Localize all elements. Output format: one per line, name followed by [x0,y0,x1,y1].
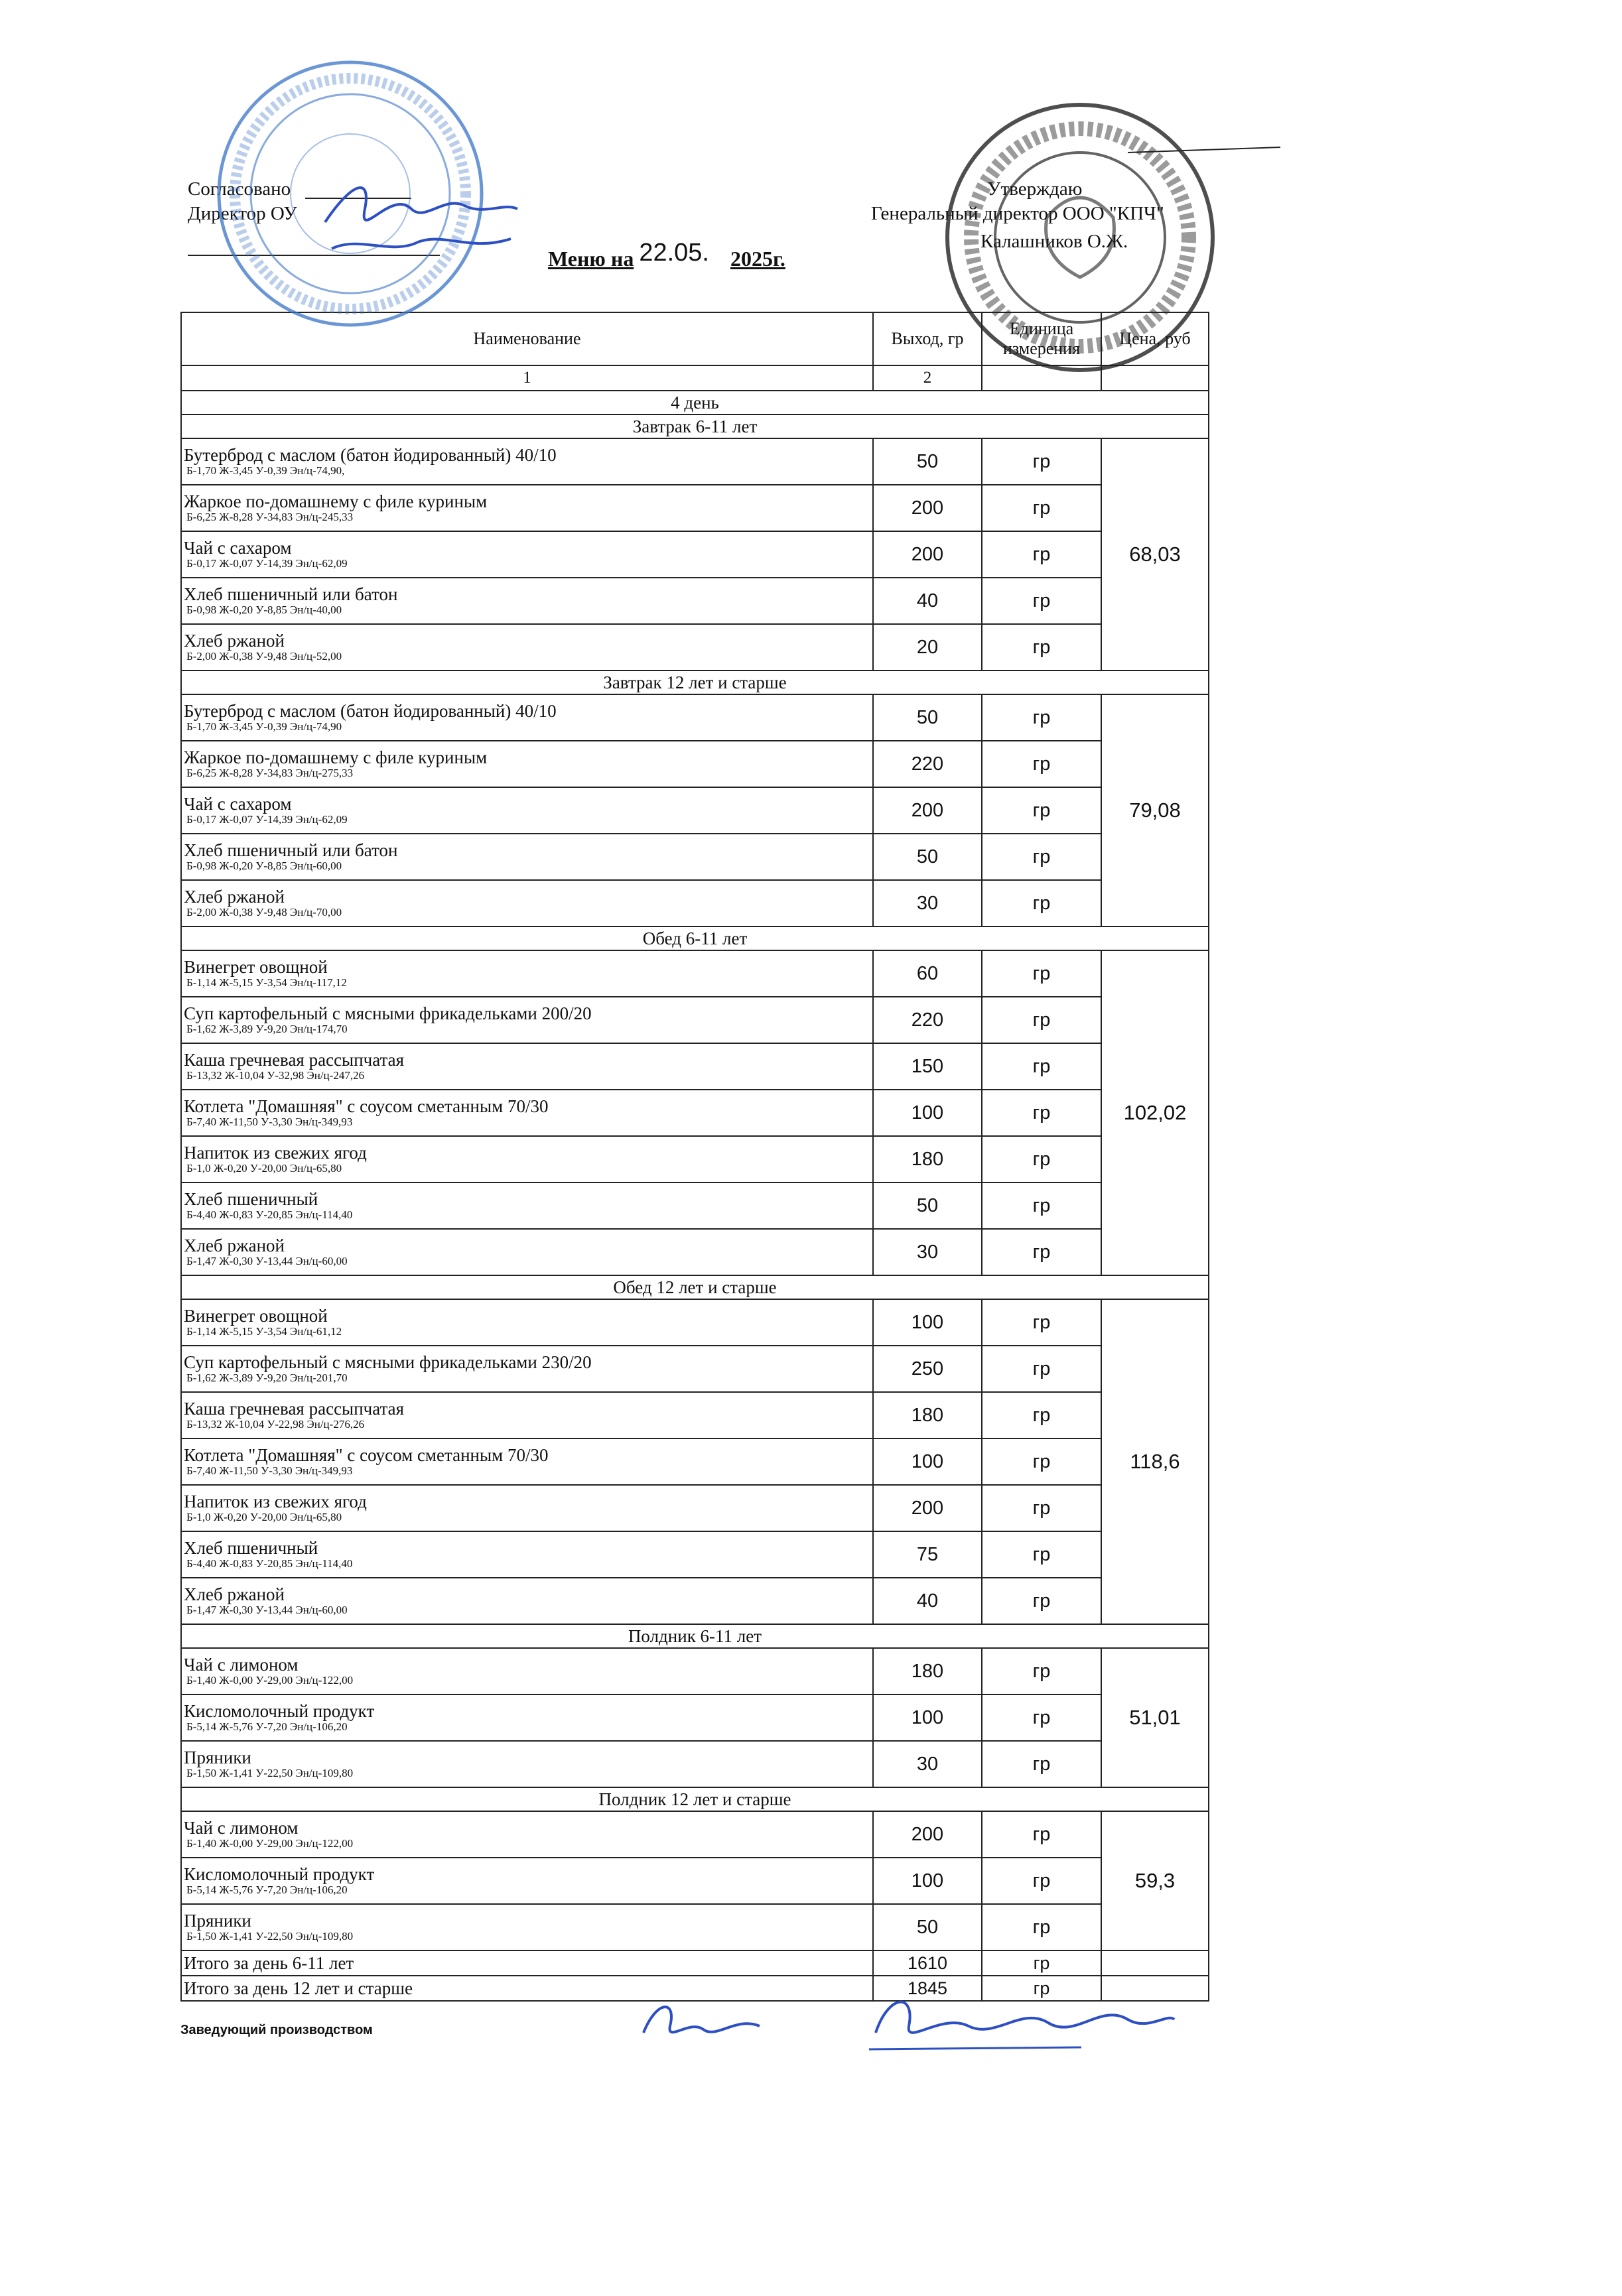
manager-signature-2 [862,1986,1181,2059]
unit-cell: гр [982,694,1101,741]
page-title [548,239,785,273]
dish-nutrition: Б-6,25 Ж-8,28 У-34,83 Эн/ц-275,33 [186,767,354,779]
gen-dir-label: Генеральный директор ООО "КПЧ" [871,203,1164,224]
dish-nutrition: Б-13,32 Ж-10,04 У-22,98 Эн/ц-276,26 [186,1418,365,1431]
dish-cell [181,880,873,926]
output-cell: 200 [873,1485,982,1531]
dish-nutrition: Б-5,14 Ж-5,76 У-7,20 Эн/ц-106,20 [186,1883,348,1896]
dish-nutrition: Б-1,50 Ж-1,41 У-22,50 Эн/ц-109,80 [186,1767,354,1779]
price-cell: 51,01 [1101,1648,1209,1787]
section-title: Завтрак 6-11 лет [181,415,1209,438]
dish-nutrition: Б-1,50 Ж-1,41 У-22,50 Эн/ц-109,80 [186,1930,354,1943]
unit-cell: гр [982,1090,1101,1136]
output-cell: 30 [873,1229,982,1275]
dish-cell [181,1090,873,1136]
output-cell: 40 [873,1578,982,1624]
dish-cell [181,1136,873,1182]
dish-cell [181,1043,873,1090]
dish-cell [181,1904,873,1950]
section-row [181,1624,1209,1648]
title-year: 2025г. [730,247,785,271]
unit-cell: гр [982,1438,1101,1485]
title-prefix: Меню на [548,247,634,271]
col-header-name: Наименование [181,312,873,365]
unit-cell: гр [982,997,1101,1043]
table-row [181,1694,1209,1741]
output-cell: 200 [873,531,982,578]
manager-label: Заведующий производством [180,2023,373,2037]
day-label: 4 день [181,391,1209,415]
output-cell: 200 [873,787,982,834]
dish-nutrition: Б-13,32 Ж-10,04 У-32,98 Эн/ц-247,26 [186,1069,365,1082]
total-output: 1610 [873,1950,982,1976]
output-cell: 60 [873,950,982,997]
col-number-1: 1 [181,365,873,391]
dish-nutrition: Б-4,40 Ж-0,83 У-20,85 Эн/ц-114,40 [186,1557,353,1570]
dish-name: Напиток из свежих ягод [184,1492,367,1511]
total-price [1101,1950,1209,1976]
dish-nutrition: Б-2,00 Ж-0,38 У-9,48 Эн/ц-70,00 [186,906,342,919]
col-number-2: 2 [873,365,982,391]
dish-cell [181,1346,873,1392]
output-cell: 30 [873,880,982,926]
unit-cell: гр [982,1229,1101,1275]
total-unit: гр [982,1976,1101,2001]
section-title: Завтрак 12 лет и старше [181,670,1209,694]
dish-cell [181,1858,873,1904]
unit-cell: гр [982,741,1101,787]
output-cell: 180 [873,1136,982,1182]
dish-name: Хлеб пшеничный или батон [184,584,398,604]
section-title: Обед 6-11 лет [181,926,1209,950]
dish-nutrition: Б-7,40 Ж-11,50 У-3,30 Эн/ц-349,93 [186,1116,353,1128]
unit-cell: гр [982,1694,1101,1741]
price-cell: 79,08 [1101,694,1209,926]
price-cell: 59,3 [1101,1811,1209,1950]
col-header-price: Цена, руб [1101,312,1209,365]
table-row [181,1485,1209,1531]
dish-cell [181,741,873,787]
table-row [181,1299,1209,1346]
dish-cell [181,1392,873,1438]
unit-cell: гр [982,531,1101,578]
section-row [181,1787,1209,1811]
dish-cell [181,694,873,741]
unit-cell: гр [982,485,1101,531]
output-cell: 180 [873,1648,982,1694]
total-label: Итого за день 12 лет и старше [181,1976,873,2001]
unit-cell: гр [982,787,1101,834]
company-stamp [941,98,1219,377]
dish-name: Чай с сахаром [184,794,292,814]
unit-cell: гр [982,1182,1101,1229]
dish-cell [181,624,873,670]
unit-cell: гр [982,950,1101,997]
table-row [181,485,1209,531]
dish-nutrition: Б-5,14 Ж-5,76 У-7,20 Эн/ц-106,20 [186,1720,348,1733]
dish-nutrition: Б-6,25 Ж-8,28 У-34,83 Эн/ц-245,33 [186,511,354,523]
dish-nutrition: Б-1,62 Ж-3,89 У-9,20 Эн/ц-174,70 [186,1023,348,1035]
unit-cell: гр [982,1531,1101,1578]
output-cell: 40 [873,578,982,624]
price-cell: 102,02 [1101,950,1209,1275]
total-output: 1845 [873,1976,982,2001]
director-label: Директор ОУ [188,203,297,224]
stamp-line [1128,141,1287,160]
section-title: Полдник 6-11 лет [181,1624,1209,1648]
dish-name: Жаркое по-домашнему с филе куриным [184,747,488,767]
dish-name: Хлеб ржаной [184,631,285,651]
table-row [181,1904,1209,1950]
dish-name: Кисломолочный продукт [184,1864,375,1884]
table-row [181,1392,1209,1438]
dish-nutrition: Б-1,0 Ж-0,20 У-20,00 Эн/ц-65,80 [186,1511,342,1523]
dish-cell [181,834,873,880]
manager-signature-1 [637,1993,770,2053]
output-cell: 50 [873,1904,982,1950]
section-row [181,415,1209,438]
dish-cell [181,1299,873,1346]
table-row [181,531,1209,578]
confirm-label: Утверждаю [987,178,1083,200]
output-cell: 30 [873,1741,982,1787]
unit-cell: гр [982,880,1101,926]
section-row [181,1275,1209,1299]
dish-cell [181,787,873,834]
dish-cell [181,997,873,1043]
dish-nutrition: Б-1,40 Ж-0,00 У-29,00 Эн/ц-122,00 [186,1837,354,1850]
section-row [181,670,1209,694]
dish-name: Каша гречневая рассыпчатая [184,1399,405,1419]
dish-nutrition: Б-0,17 Ж-0,07 У-14,39 Эн/ц-62,09 [186,813,348,826]
total-row [181,1950,1209,1976]
section-title: Полдник 12 лет и старше [181,1787,1209,1811]
output-cell: 75 [873,1531,982,1578]
dish-cell [181,1741,873,1787]
dish-cell [181,950,873,997]
dish-nutrition: Б-2,00 Ж-0,38 У-9,48 Эн/ц-52,00 [186,650,342,663]
unit-cell: гр [982,1136,1101,1182]
section-title: Обед 12 лет и старше [181,1275,1209,1299]
dish-name: Котлета "Домашняя" с соусом сметанным 70/30 [184,1096,549,1116]
output-cell: 180 [873,1392,982,1438]
dish-nutrition: Б-1,0 Ж-0,20 У-20,00 Эн/ц-65,80 [186,1162,342,1175]
table-row [181,1043,1209,1090]
dish-nutrition: Б-1,70 Ж-3,45 У-0,39 Эн/ц-74,90 [186,720,342,733]
dish-nutrition: Б-1,14 Ж-5,15 У-3,54 Эн/ц-61,12 [186,1325,342,1338]
unit-cell: гр [982,1299,1101,1346]
dish-nutrition: Б-1,47 Ж-0,30 У-13,44 Эн/ц-60,00 [186,1604,348,1616]
dish-nutrition: Б-1,14 Ж-5,15 У-3,54 Эн/ц-117,12 [186,976,347,989]
dish-cell [181,1229,873,1275]
dish-cell [181,1182,873,1229]
dish-nutrition: Б-1,47 Ж-0,30 У-13,44 Эн/ц-60,00 [186,1255,348,1267]
section-row [181,926,1209,950]
unit-cell: гр [982,1741,1101,1787]
unit-cell: гр [982,624,1101,670]
table-row [181,694,1209,741]
dish-nutrition: Б-7,40 Ж-11,50 У-3,30 Эн/ц-349,93 [186,1464,353,1477]
unit-cell: гр [982,1858,1101,1904]
output-cell: 100 [873,1438,982,1485]
output-cell: 100 [873,1090,982,1136]
table-row [181,834,1209,880]
table-row [181,1090,1209,1136]
dish-cell [181,1811,873,1858]
output-cell: 50 [873,438,982,485]
table-row [181,741,1209,787]
dish-name: Бутерброд с маслом (батон йодированный) 40/10 [184,701,557,721]
output-cell: 100 [873,1694,982,1741]
dish-name: Хлеб пшеничный [184,1189,318,1209]
day-row [181,391,1209,415]
dish-cell [181,578,873,624]
dish-name: Хлеб ржаной [184,1584,285,1604]
table-row [181,880,1209,926]
dish-cell [181,1438,873,1485]
table-row [181,624,1209,670]
dish-name: Пряники [184,1911,251,1931]
table-row [181,1531,1209,1578]
dish-name: Бутерброд с маслом (батон йодированный) 40/10 [184,445,557,465]
total-label: Итого за день 6-11 лет [181,1950,873,1976]
dish-name: Чай с лимоном [184,1655,299,1675]
dish-name: Винегрет овощной [184,957,328,977]
table-row [181,1858,1209,1904]
table-row [181,1438,1209,1485]
output-cell: 150 [873,1043,982,1090]
unit-cell: гр [982,1392,1101,1438]
table-row [181,1578,1209,1624]
table-row [181,950,1209,997]
unit-cell: гр [982,578,1101,624]
dish-name: Винегрет овощной [184,1306,328,1326]
dish-cell [181,1485,873,1531]
dish-name: Напиток из свежих ягод [184,1143,367,1163]
col-header-output: Выход, гр [873,312,982,365]
table-row [181,1648,1209,1694]
dish-cell [181,1694,873,1741]
dish-cell [181,485,873,531]
total-unit: гр [982,1950,1101,1976]
dish-name: Суп картофельный с мясными фрикадельками 200/20 [184,1003,592,1023]
price-cell: 118,6 [1101,1299,1209,1624]
output-cell: 220 [873,997,982,1043]
output-cell: 50 [873,834,982,880]
table-row [181,1346,1209,1392]
dish-name: Хлеб ржаной [184,887,285,907]
output-cell: 220 [873,741,982,787]
dish-nutrition: Б-0,98 Ж-0,20 У-8,85 Эн/ц-60,00 [186,860,342,872]
dish-cell [181,531,873,578]
table-row [181,1229,1209,1275]
dish-nutrition: Б-0,17 Ж-0,07 У-14,39 Эн/ц-62,09 [186,557,348,570]
unit-cell: гр [982,1346,1101,1392]
unit-cell: гр [982,834,1101,880]
menu-body [181,365,1209,2001]
director-signature [312,169,531,269]
dish-name: Суп картофельный с мясными фрикадельками 230/20 [184,1352,592,1372]
table-row [181,1811,1209,1858]
dish-cell [181,1531,873,1578]
approved-label: Согласовано [188,178,291,200]
table-row [181,578,1209,624]
dish-name: Жаркое по-домашнему с филе куриным [184,491,488,511]
menu-table [180,312,1209,2002]
table-row [181,438,1209,485]
dish-cell [181,1578,873,1624]
col-header-unit: Единица измерения [982,312,1101,365]
unit-cell: гр [982,1578,1101,1624]
output-cell: 100 [873,1858,982,1904]
table-row [181,1182,1209,1229]
title-date: 22.05. [639,239,709,267]
unit-cell: гр [982,1648,1101,1694]
dish-name: Хлеб пшеничный [184,1538,318,1558]
output-cell: 100 [873,1299,982,1346]
price-cell: 68,03 [1101,438,1209,670]
output-cell: 200 [873,485,982,531]
dish-name: Хлеб ржаной [184,1236,285,1255]
output-cell: 50 [873,694,982,741]
dish-name: Пряники [184,1748,251,1767]
output-cell: 20 [873,624,982,670]
unit-cell: гр [982,1904,1101,1950]
unit-cell: гр [982,438,1101,485]
dish-name: Чай с лимоном [184,1818,299,1838]
dish-nutrition: Б-1,62 Ж-3,89 У-9,20 Эн/ц-201,70 [186,1371,348,1384]
dish-name: Чай с сахаром [184,538,292,558]
dish-name: Хлеб пшеничный или батон [184,840,398,860]
output-cell: 50 [873,1182,982,1229]
dish-name: Котлета "Домашняя" с соусом сметанным 70/30 [184,1445,549,1465]
unit-cell: гр [982,1043,1101,1090]
dish-cell [181,1648,873,1694]
unit-cell: гр [982,1485,1101,1531]
table-row [181,1136,1209,1182]
dish-nutrition: Б-4,40 Ж-0,83 У-20,85 Эн/ц-114,40 [186,1208,353,1221]
dish-nutrition: Б-0,98 Ж-0,20 У-8,85 Эн/ц-40,00 [186,604,342,616]
dish-nutrition: Б-1,70 Ж-3,45 У-0,39 Эн/ц-74,90, [186,464,345,477]
dish-name: Каша гречневая рассыпчатая [184,1050,405,1070]
output-cell: 200 [873,1811,982,1858]
gen-dir-name: Калашников О.Ж. [980,231,1128,252]
unit-cell: гр [982,1811,1101,1858]
dish-cell [181,438,873,485]
table-row [181,1741,1209,1787]
output-cell: 250 [873,1346,982,1392]
table-row [181,787,1209,834]
table-row [181,997,1209,1043]
dish-name: Кисломолочный продукт [184,1701,375,1721]
dish-nutrition: Б-1,40 Ж-0,00 У-29,00 Эн/ц-122,00 [186,1674,354,1687]
